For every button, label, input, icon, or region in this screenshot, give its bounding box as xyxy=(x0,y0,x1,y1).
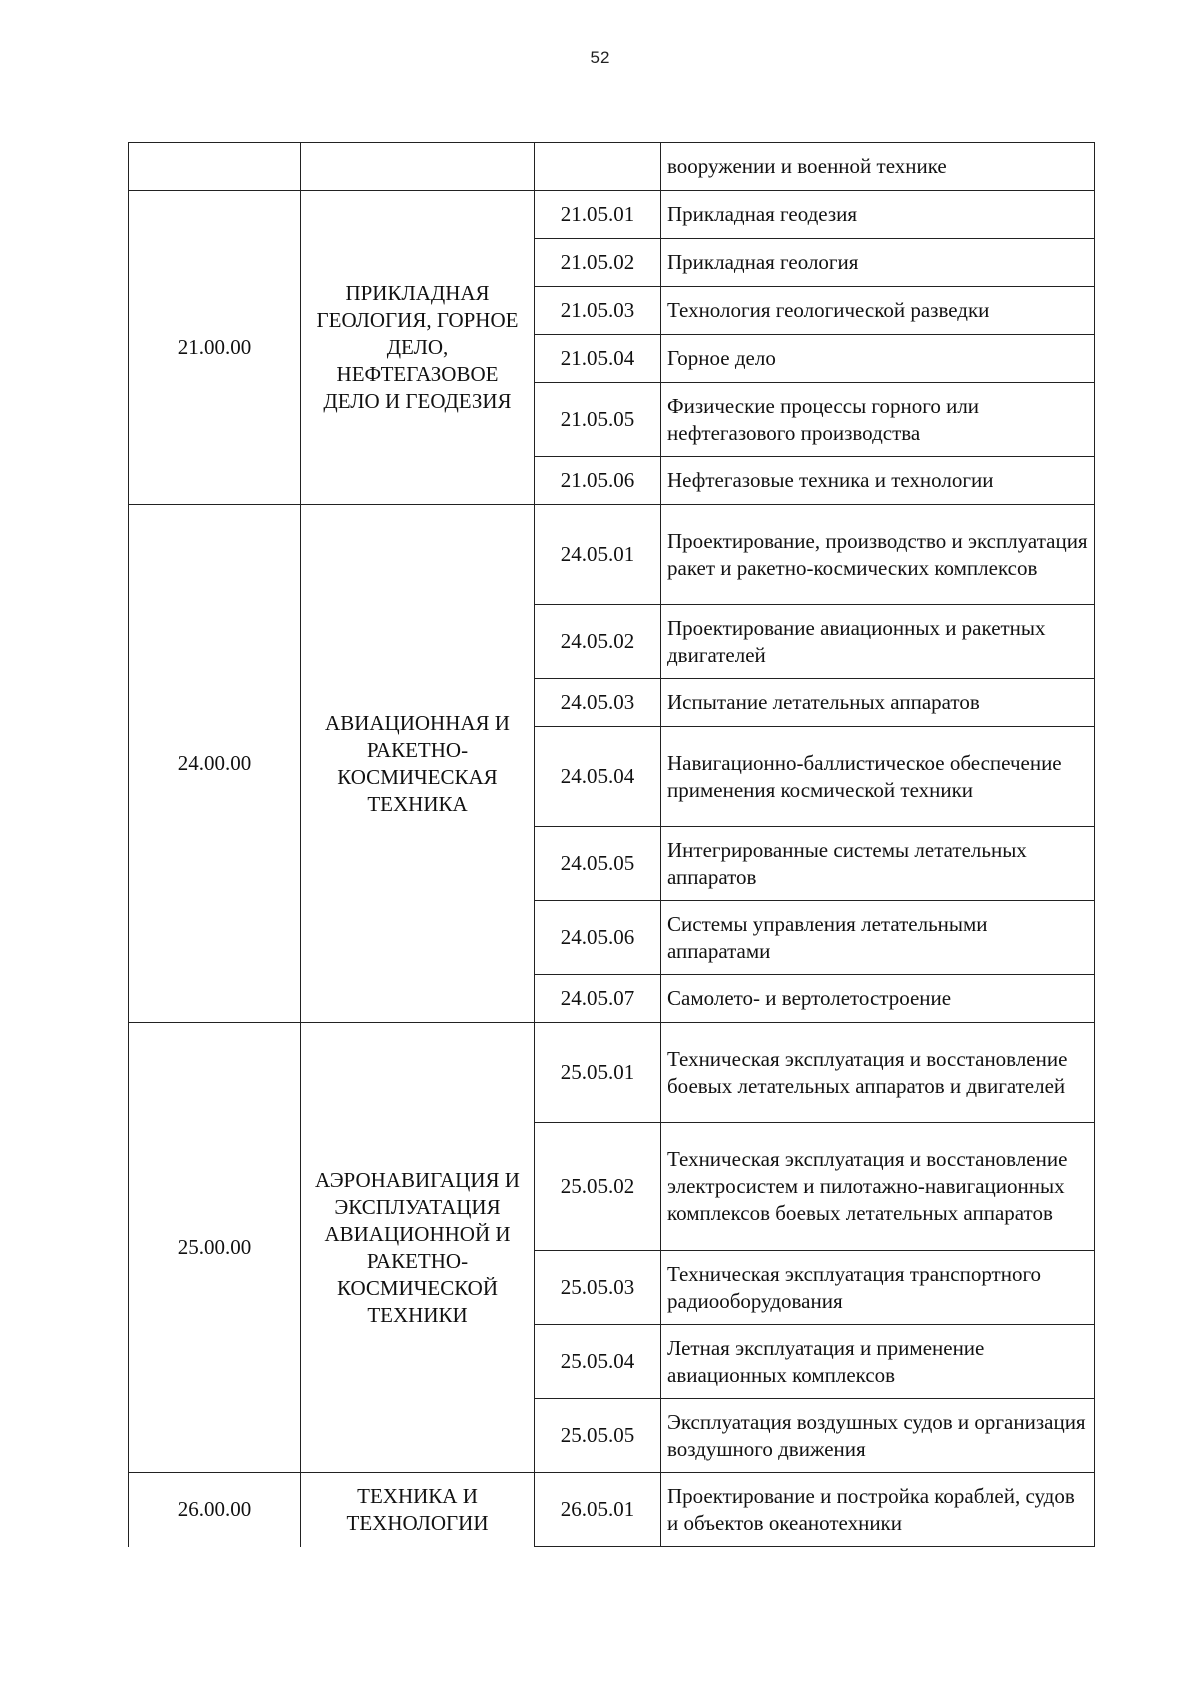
group-code: 25.00.00 xyxy=(129,1023,301,1473)
spec-name: Проектирование авиационных и ракетных двигателей xyxy=(661,605,1095,679)
spec-code: 24.05.06 xyxy=(535,901,661,975)
group-name: ПРИКЛАДНАЯ ГЕОЛОГИЯ, ГОРНОЕ ДЕЛО, НЕФТЕГАЗОВОЕ ДЕЛО И ГЕОДЕЗИЯ xyxy=(301,191,535,505)
spec-code: 26.05.01 xyxy=(535,1473,661,1547)
spec-name: Технология геологической разведки xyxy=(661,287,1095,335)
spec-code: 25.05.03 xyxy=(535,1251,661,1325)
spec-name: Летная эксплуатация и применение авиационных комплексов xyxy=(661,1325,1095,1399)
empty-group-code-cell xyxy=(129,143,301,191)
spec-name: Самолето- и вертолетостроение xyxy=(661,975,1095,1023)
specialty-row xyxy=(129,1473,1095,1547)
group-name: АЭРОНАВИГАЦИЯ И ЭКСПЛУАТАЦИЯ АВИАЦИОННОЙ И РАКЕТНО-КОСМИЧЕСКОЙ ТЕХНИКИ xyxy=(301,1023,535,1473)
spec-code: 21.05.04 xyxy=(535,335,661,383)
spec-name: Интегрированные системы летательных аппаратов xyxy=(661,827,1095,901)
spec-name: Техническая эксплуатация и восстановление боевых летательных аппаратов и двигателей xyxy=(661,1023,1095,1123)
spec-name: Техническая эксплуатация и восстановление электросистем и пилотажно-навигационных комплексов боевых летательных аппаратов xyxy=(661,1123,1095,1251)
spec-code: 25.05.01 xyxy=(535,1023,661,1123)
group-code: 26.00.00 xyxy=(129,1473,301,1547)
group-name: АВИАЦИОННАЯ И РАКЕТНО-КОСМИЧЕСКАЯ ТЕХНИКА xyxy=(301,505,535,1023)
spec-code: 25.05.04 xyxy=(535,1325,661,1399)
group-code: 21.00.00 xyxy=(129,191,301,505)
spec-name: Эксплуатация воздушных судов и организация воздушного движения xyxy=(661,1399,1095,1473)
group-code: 24.00.00 xyxy=(129,505,301,1023)
spec-name: Горное дело xyxy=(661,335,1095,383)
spec-code: 24.05.02 xyxy=(535,605,661,679)
spec-name: Физические процессы горного или нефтегазового производства xyxy=(661,383,1095,457)
spec-code: 21.05.02 xyxy=(535,239,661,287)
continuation-row xyxy=(129,143,1095,191)
specialty-row xyxy=(129,505,1095,605)
spec-code: 25.05.05 xyxy=(535,1399,661,1473)
spec-code: 25.05.02 xyxy=(535,1123,661,1251)
spec-name: Проектирование, производство и эксплуатация ракет и ракетно-космических комплексов xyxy=(661,505,1095,605)
spec-name: вооружении и военной технике xyxy=(661,143,1095,191)
spec-name: Техническая эксплуатация транспортного радиооборудования xyxy=(661,1251,1095,1325)
group-name: ТЕХНИКА И ТЕХНОЛОГИИ xyxy=(301,1473,535,1547)
spec-code: 24.05.05 xyxy=(535,827,661,901)
spec-name: Навигационно-баллистическое обеспечение применения космической техники xyxy=(661,727,1095,827)
empty-spec-code-cell xyxy=(535,143,661,191)
spec-name: Испытание летательных аппаратов xyxy=(661,679,1095,727)
spec-code: 21.05.05 xyxy=(535,383,661,457)
page-number: 52 xyxy=(590,48,610,67)
specialty-row xyxy=(129,191,1095,239)
spec-code: 21.05.03 xyxy=(535,287,661,335)
spec-code: 24.05.04 xyxy=(535,727,661,827)
spec-code: 24.05.03 xyxy=(535,679,661,727)
spec-code: 21.05.01 xyxy=(535,191,661,239)
spec-code: 24.05.01 xyxy=(535,505,661,605)
table-body xyxy=(129,143,1095,1547)
specialty-row xyxy=(129,1023,1095,1123)
spec-name: Нефтегазовые техника и технологии xyxy=(661,457,1095,505)
spec-code: 21.05.06 xyxy=(535,457,661,505)
empty-group-name-cell xyxy=(301,143,535,191)
spec-name: Системы управления летательными аппаратами xyxy=(661,901,1095,975)
specialties-table xyxy=(128,142,1095,1547)
spec-name: Прикладная геодезия xyxy=(661,191,1095,239)
spec-code: 24.05.07 xyxy=(535,975,661,1023)
spec-name: Проектирование и постройка кораблей, судов и объектов океанотехники xyxy=(661,1473,1095,1547)
spec-name: Прикладная геология xyxy=(661,239,1095,287)
